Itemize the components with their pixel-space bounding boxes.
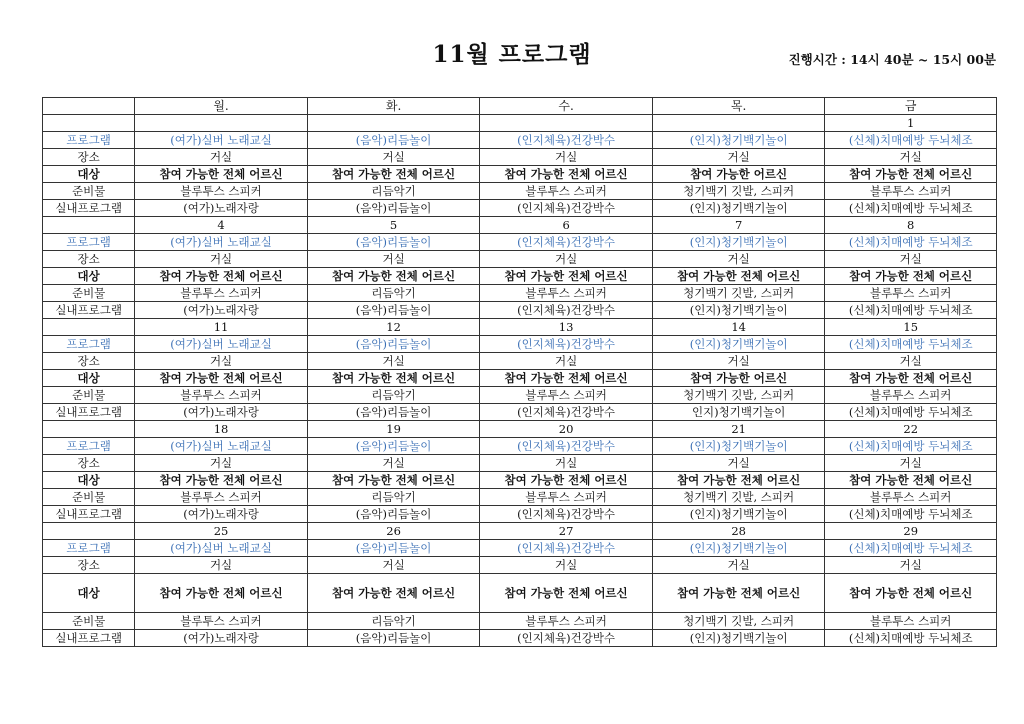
day-header-mon: 월. bbox=[135, 98, 308, 115]
place-cell-thu: 거실 bbox=[652, 455, 825, 472]
date-cell-mon: 18 bbox=[135, 421, 308, 438]
week-1-program-row bbox=[43, 132, 997, 149]
row-label-prep: 준비물 bbox=[43, 489, 135, 506]
row-label-program: 프로그램 bbox=[43, 132, 135, 149]
indoor-cell-thu: 인지)청기백기놀이 bbox=[652, 404, 825, 421]
place-cell-thu: 거실 bbox=[652, 557, 825, 574]
indoor-cell-wed: (인지체육)건강박수 bbox=[480, 302, 653, 319]
program-cell-wed: (인지체육)건강박수 bbox=[480, 540, 653, 557]
prep-cell-mon: 블루투스 스피커 bbox=[135, 183, 308, 200]
program-cell-mon: (여가)실버 노래교실 bbox=[135, 132, 308, 149]
header-corner bbox=[43, 98, 135, 115]
program-cell-tue: (음악)리듬놀이 bbox=[307, 438, 480, 455]
row-label-target: 대상 bbox=[43, 370, 135, 387]
target-cell-wed: 참여 가능한 전체 어르신 bbox=[480, 370, 653, 387]
prep-cell-fri: 블루투스 스피커 bbox=[825, 285, 997, 302]
target-cell-thu: 참여 가능한 전체 어르신 bbox=[652, 268, 825, 285]
program-cell-wed: (인지체육)건강박수 bbox=[480, 132, 653, 149]
row-label-target: 대상 bbox=[43, 268, 135, 285]
week-5-dates-row bbox=[43, 523, 997, 540]
target-cell-wed: 참여 가능한 전체 어르신 bbox=[480, 472, 653, 489]
row-label-program: 프로그램 bbox=[43, 438, 135, 455]
indoor-cell-tue: (음악)리듬놀이 bbox=[307, 506, 480, 523]
program-cell-wed: (인지체육)건강박수 bbox=[480, 234, 653, 251]
program-cell-fri: (신체)치매예방 두뇌체조 bbox=[825, 438, 997, 455]
place-cell-wed: 거실 bbox=[480, 251, 653, 268]
row-label-place: 장소 bbox=[43, 353, 135, 370]
place-cell-tue: 거실 bbox=[307, 251, 480, 268]
place-cell-fri: 거실 bbox=[825, 455, 997, 472]
place-cell-fri: 거실 bbox=[825, 557, 997, 574]
prep-cell-fri: 블루투스 스피커 bbox=[825, 183, 997, 200]
schedule-table bbox=[42, 97, 997, 647]
row-label-program: 프로그램 bbox=[43, 540, 135, 557]
date-cell-thu: 7 bbox=[652, 217, 825, 234]
row-label-indoor: 실내프로그램 bbox=[43, 506, 135, 523]
program-cell-fri: (신체)치매예방 두뇌체조 bbox=[825, 336, 997, 353]
week-1-indoor-row bbox=[43, 200, 997, 217]
date-cell-thu: 14 bbox=[652, 319, 825, 336]
date-cell-thu: 28 bbox=[652, 523, 825, 540]
date-cell-fri: 22 bbox=[825, 421, 997, 438]
row-label-place: 장소 bbox=[43, 149, 135, 166]
place-cell-fri: 거실 bbox=[825, 149, 997, 166]
date-cell-mon bbox=[135, 115, 308, 132]
indoor-cell-fri: (신체)치매예방 두뇌체조 bbox=[825, 404, 997, 421]
week-2-target-row bbox=[43, 268, 997, 285]
program-cell-thu: (인지)청기백기놀이 bbox=[652, 336, 825, 353]
date-cell-wed bbox=[480, 115, 653, 132]
prep-cell-wed: 블루투스 스피커 bbox=[480, 489, 653, 506]
target-cell-tue: 참여 가능한 전체 어르신 bbox=[307, 370, 480, 387]
indoor-cell-thu: (인지)청기백기놀이 bbox=[652, 630, 825, 647]
target-cell-mon: 참여 가능한 전체 어르신 bbox=[135, 268, 308, 285]
program-cell-wed: (인지체육)건강박수 bbox=[480, 336, 653, 353]
place-cell-thu: 거실 bbox=[652, 149, 825, 166]
place-cell-wed: 거실 bbox=[480, 149, 653, 166]
place-cell-thu: 거실 bbox=[652, 251, 825, 268]
place-cell-fri: 거실 bbox=[825, 353, 997, 370]
day-header-fri: 금 bbox=[825, 98, 997, 115]
week-4-program-row bbox=[43, 438, 997, 455]
program-cell-tue: (음악)리듬놀이 bbox=[307, 234, 480, 251]
prep-cell-mon: 블루투스 스피커 bbox=[135, 613, 308, 630]
date-cell-fri: 15 bbox=[825, 319, 997, 336]
row-label-target: 대상 bbox=[43, 166, 135, 183]
place-cell-tue: 거실 bbox=[307, 353, 480, 370]
week-4-indoor-row bbox=[43, 506, 997, 523]
week-2-prep-row bbox=[43, 285, 997, 302]
week-1-prep-row bbox=[43, 183, 997, 200]
day-header-thu: 목. bbox=[652, 98, 825, 115]
week-3-dates-row bbox=[43, 319, 997, 336]
date-cell-mon: 11 bbox=[135, 319, 308, 336]
target-cell-fri: 참여 가능한 전체 어르신 bbox=[825, 268, 997, 285]
target-cell-tue: 참여 가능한 전체 어르신 bbox=[307, 472, 480, 489]
program-cell-mon: (여가)실버 노래교실 bbox=[135, 540, 308, 557]
place-cell-tue: 거실 bbox=[307, 455, 480, 472]
target-cell-thu: 참여 가능한 어르신 bbox=[652, 370, 825, 387]
prep-cell-tue: 리듬악기 bbox=[307, 285, 480, 302]
prep-cell-tue: 리듬악기 bbox=[307, 183, 480, 200]
date-cell-tue: 26 bbox=[307, 523, 480, 540]
place-cell-wed: 거실 bbox=[480, 455, 653, 472]
target-cell-wed: 참여 가능한 전체 어르신 bbox=[480, 166, 653, 183]
row-label-place: 장소 bbox=[43, 251, 135, 268]
week-5-prep-row bbox=[43, 613, 997, 630]
indoor-cell-wed: (인지체육)건강박수 bbox=[480, 506, 653, 523]
place-cell-tue: 거실 bbox=[307, 557, 480, 574]
week-3-place-row bbox=[43, 353, 997, 370]
date-cell-tue: 19 bbox=[307, 421, 480, 438]
row-label-empty bbox=[43, 421, 135, 438]
week-4-dates-row bbox=[43, 421, 997, 438]
program-cell-mon: (여가)실버 노래교실 bbox=[135, 438, 308, 455]
date-cell-wed: 13 bbox=[480, 319, 653, 336]
target-cell-fri: 참여 가능한 전체 어르신 bbox=[825, 574, 997, 613]
week-5-target-row bbox=[43, 574, 997, 613]
target-cell-mon: 참여 가능한 전체 어르신 bbox=[135, 472, 308, 489]
place-cell-wed: 거실 bbox=[480, 353, 653, 370]
place-cell-tue: 거실 bbox=[307, 149, 480, 166]
date-cell-fri: 8 bbox=[825, 217, 997, 234]
prep-cell-thu: 청기백기 깃발, 스피커 bbox=[652, 285, 825, 302]
week-3-indoor-row bbox=[43, 404, 997, 421]
indoor-cell-thu: (인지)청기백기놀이 bbox=[652, 200, 825, 217]
program-cell-tue: (음악)리듬놀이 bbox=[307, 132, 480, 149]
week-1-place-row bbox=[43, 149, 997, 166]
prep-cell-thu: 청기백기 깃발, 스피커 bbox=[652, 489, 825, 506]
place-cell-mon: 거실 bbox=[135, 557, 308, 574]
time-info: 진행시간 : 14시 40분 ~ 15시 00분 bbox=[788, 52, 996, 67]
indoor-cell-tue: (음악)리듬놀이 bbox=[307, 630, 480, 647]
indoor-cell-fri: (신체)치매예방 두뇌체조 bbox=[825, 506, 997, 523]
date-cell-mon: 25 bbox=[135, 523, 308, 540]
prep-cell-tue: 리듬악기 bbox=[307, 613, 480, 630]
indoor-cell-mon: (여가)노래자랑 bbox=[135, 506, 308, 523]
row-label-prep: 준비물 bbox=[43, 387, 135, 404]
target-cell-fri: 참여 가능한 전체 어르신 bbox=[825, 166, 997, 183]
week-3-target-row bbox=[43, 370, 997, 387]
program-cell-thu: (인지)청기백기놀이 bbox=[652, 132, 825, 149]
indoor-cell-wed: (인지체육)건강박수 bbox=[480, 404, 653, 421]
target-cell-wed: 참여 가능한 전체 어르신 bbox=[480, 268, 653, 285]
target-cell-fri: 참여 가능한 전체 어르신 bbox=[825, 370, 997, 387]
row-label-empty bbox=[43, 115, 135, 132]
row-label-place: 장소 bbox=[43, 557, 135, 574]
week-5-indoor-row bbox=[43, 630, 997, 647]
program-cell-fri: (신체)치매예방 두뇌체조 bbox=[825, 234, 997, 251]
indoor-cell-wed: (인지체육)건강박수 bbox=[480, 200, 653, 217]
week-2-program-row bbox=[43, 234, 997, 251]
row-label-prep: 준비물 bbox=[43, 183, 135, 200]
date-cell-wed: 27 bbox=[480, 523, 653, 540]
row-label-program: 프로그램 bbox=[43, 336, 135, 353]
prep-cell-fri: 블루투스 스피커 bbox=[825, 387, 997, 404]
indoor-cell-tue: (음악)리듬놀이 bbox=[307, 200, 480, 217]
row-label-indoor: 실내프로그램 bbox=[43, 630, 135, 647]
date-cell-fri: 1 bbox=[825, 115, 997, 132]
week-4-prep-row bbox=[43, 489, 997, 506]
indoor-cell-thu: (인지)청기백기놀이 bbox=[652, 506, 825, 523]
prep-cell-thu: 청기백기 깃발, 스피커 bbox=[652, 183, 825, 200]
prep-cell-fri: 블루투스 스피커 bbox=[825, 613, 997, 630]
place-cell-mon: 거실 bbox=[135, 149, 308, 166]
target-cell-mon: 참여 가능한 전체 어르신 bbox=[135, 166, 308, 183]
program-cell-tue: (음악)리듬놀이 bbox=[307, 336, 480, 353]
date-cell-tue: 12 bbox=[307, 319, 480, 336]
program-cell-fri: (신체)치매예방 두뇌체조 bbox=[825, 132, 997, 149]
indoor-cell-fri: (신체)치매예방 두뇌체조 bbox=[825, 302, 997, 319]
date-cell-tue bbox=[307, 115, 480, 132]
schedule-body bbox=[43, 115, 997, 647]
target-cell-tue: 참여 가능한 전체 어르신 bbox=[307, 574, 480, 613]
target-cell-fri: 참여 가능한 전체 어르신 bbox=[825, 472, 997, 489]
row-label-indoor: 실내프로그램 bbox=[43, 302, 135, 319]
day-header-row bbox=[43, 98, 997, 115]
day-header-wed: 수. bbox=[480, 98, 653, 115]
row-label-prep: 준비물 bbox=[43, 613, 135, 630]
target-cell-thu: 참여 가능한 전체 어르신 bbox=[652, 574, 825, 613]
row-label-empty bbox=[43, 319, 135, 336]
prep-cell-mon: 블루투스 스피커 bbox=[135, 387, 308, 404]
indoor-cell-wed: (인지체육)건강박수 bbox=[480, 630, 653, 647]
indoor-cell-mon: (여가)노래자랑 bbox=[135, 302, 308, 319]
target-cell-tue: 참여 가능한 전체 어르신 bbox=[307, 268, 480, 285]
day-header-tue: 화. bbox=[307, 98, 480, 115]
week-4-place-row bbox=[43, 455, 997, 472]
prep-cell-wed: 블루투스 스피커 bbox=[480, 387, 653, 404]
week-1-dates-row bbox=[43, 115, 997, 132]
week-2-dates-row bbox=[43, 217, 997, 234]
page-title: 11월 프로그램 bbox=[432, 41, 592, 68]
indoor-cell-mon: (여가)노래자랑 bbox=[135, 630, 308, 647]
date-cell-thu: 21 bbox=[652, 421, 825, 438]
prep-cell-wed: 블루투스 스피커 bbox=[480, 183, 653, 200]
target-cell-thu: 참여 가능한 전체 어르신 bbox=[652, 472, 825, 489]
place-cell-mon: 거실 bbox=[135, 251, 308, 268]
program-cell-tue: (음악)리듬놀이 bbox=[307, 540, 480, 557]
place-cell-fri: 거실 bbox=[825, 251, 997, 268]
row-label-target: 대상 bbox=[43, 472, 135, 489]
prep-cell-mon: 블루투스 스피커 bbox=[135, 489, 308, 506]
row-label-program: 프로그램 bbox=[43, 234, 135, 251]
date-cell-wed: 6 bbox=[480, 217, 653, 234]
prep-cell-mon: 블루투스 스피커 bbox=[135, 285, 308, 302]
prep-cell-fri: 블루투스 스피커 bbox=[825, 489, 997, 506]
prep-cell-thu: 청기백기 깃발, 스피커 bbox=[652, 387, 825, 404]
program-cell-thu: (인지)청기백기놀이 bbox=[652, 438, 825, 455]
indoor-cell-fri: (신체)치매예방 두뇌체조 bbox=[825, 200, 997, 217]
date-cell-fri: 29 bbox=[825, 523, 997, 540]
program-cell-fri: (신체)치매예방 두뇌체조 bbox=[825, 540, 997, 557]
program-cell-mon: (여가)실버 노래교실 bbox=[135, 234, 308, 251]
program-cell-thu: (인지)청기백기놀이 bbox=[652, 234, 825, 251]
indoor-cell-thu: (인지)청기백기놀이 bbox=[652, 302, 825, 319]
place-cell-wed: 거실 bbox=[480, 557, 653, 574]
program-cell-wed: (인지체육)건강박수 bbox=[480, 438, 653, 455]
prep-cell-tue: 리듬악기 bbox=[307, 489, 480, 506]
week-2-indoor-row bbox=[43, 302, 997, 319]
date-cell-tue: 5 bbox=[307, 217, 480, 234]
week-5-place-row bbox=[43, 557, 997, 574]
prep-cell-wed: 블루투스 스피커 bbox=[480, 285, 653, 302]
week-4-target-row bbox=[43, 472, 997, 489]
row-label-empty bbox=[43, 523, 135, 540]
prep-cell-thu: 청기백기 깃발, 스피커 bbox=[652, 613, 825, 630]
date-cell-wed: 20 bbox=[480, 421, 653, 438]
prep-cell-wed: 블루투스 스피커 bbox=[480, 613, 653, 630]
row-label-prep: 준비물 bbox=[43, 285, 135, 302]
place-cell-mon: 거실 bbox=[135, 455, 308, 472]
row-label-empty bbox=[43, 217, 135, 234]
target-cell-wed: 참여 가능한 전체 어르신 bbox=[480, 574, 653, 613]
indoor-cell-mon: (여가)노래자랑 bbox=[135, 200, 308, 217]
week-5-program-row bbox=[43, 540, 997, 557]
week-2-place-row bbox=[43, 251, 997, 268]
row-label-place: 장소 bbox=[43, 455, 135, 472]
place-cell-thu: 거실 bbox=[652, 353, 825, 370]
program-cell-thu: (인지)청기백기놀이 bbox=[652, 540, 825, 557]
target-cell-mon: 참여 가능한 전체 어르신 bbox=[135, 370, 308, 387]
place-cell-mon: 거실 bbox=[135, 353, 308, 370]
indoor-cell-fri: (신체)치매예방 두뇌체조 bbox=[825, 630, 997, 647]
target-cell-mon: 참여 가능한 전체 어르신 bbox=[135, 574, 308, 613]
date-cell-mon: 4 bbox=[135, 217, 308, 234]
indoor-cell-mon: (여가)노래자랑 bbox=[135, 404, 308, 421]
row-label-target: 대상 bbox=[43, 574, 135, 613]
target-cell-tue: 참여 가능한 전체 어르신 bbox=[307, 166, 480, 183]
row-label-indoor: 실내프로그램 bbox=[43, 200, 135, 217]
program-cell-mon: (여가)실버 노래교실 bbox=[135, 336, 308, 353]
row-label-indoor: 실내프로그램 bbox=[43, 404, 135, 421]
week-3-prep-row bbox=[43, 387, 997, 404]
target-cell-thu: 참여 가능한 어르신 bbox=[652, 166, 825, 183]
week-1-target-row bbox=[43, 166, 997, 183]
indoor-cell-tue: (음악)리듬놀이 bbox=[307, 404, 480, 421]
prep-cell-tue: 리듬악기 bbox=[307, 387, 480, 404]
indoor-cell-tue: (음악)리듬놀이 bbox=[307, 302, 480, 319]
date-cell-thu bbox=[652, 115, 825, 132]
week-3-program-row bbox=[43, 336, 997, 353]
